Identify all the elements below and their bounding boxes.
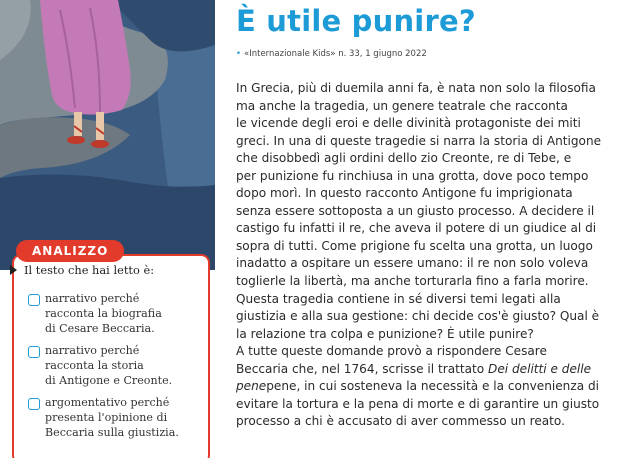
article-body bbox=[236, 80, 636, 431]
body-line-with-italic bbox=[236, 378, 636, 396]
body-line: castigo fu infatti il re, che aveva il potere di un giudice al di bbox=[236, 221, 597, 236]
body-line: giustizia e alla sua gestione: chi decide cos'è giusto? Qual è bbox=[236, 309, 600, 324]
body-line-text: pene, in cui sosteneva la necessità e la convenienza di bbox=[266, 379, 599, 394]
option-line: di Antigone e Creonte. bbox=[45, 373, 173, 387]
source-bullet-icon: • bbox=[236, 49, 242, 59]
body-line-text: Beccaria che, nel 1764, scrisse il trattato bbox=[236, 361, 485, 376]
body-line: processo a chi è accusato di aver commesso un reato. bbox=[236, 414, 565, 429]
option-1-checkbox[interactable] bbox=[28, 294, 40, 306]
question-text: Il testo che hai letto è: bbox=[24, 263, 155, 277]
illustration bbox=[0, 0, 215, 270]
option-line: di Cesare Beccaria. bbox=[45, 321, 155, 335]
option-line: racconta la biografia bbox=[45, 306, 162, 320]
option-line: narrativo perché bbox=[45, 344, 140, 357]
option-3-checkbox[interactable] bbox=[28, 398, 40, 410]
option-2-checkbox[interactable] bbox=[28, 346, 40, 358]
body-line: per punizione fu rinchiusa in una grotta, dove poco tempo bbox=[236, 168, 589, 183]
source-text: «Internazionale Kids» n. 33, 1 giugno 2022 bbox=[244, 49, 427, 59]
article-source bbox=[236, 49, 427, 59]
option-line: argomentativo perché bbox=[45, 396, 170, 409]
body-line: la relazione tra colpa e punizione? È utile punire? bbox=[236, 326, 534, 341]
body-line: inadatto a ospitare un essere umano: il re non solo voleva bbox=[236, 256, 589, 271]
option-line: presenta l'opinione di bbox=[45, 410, 168, 424]
body-line: che disobbedì agli ordini dello zio Creonte, re di Tebe, e bbox=[236, 151, 572, 166]
italic-treatise-title-end: pene bbox=[236, 379, 267, 394]
body-line: sopra di tutti. Come prigione fu scelta una grotta, un luogo bbox=[236, 238, 593, 253]
analizzo-tab: ANALIZZO bbox=[16, 240, 124, 262]
body-line: In Grecia, più di duemila anni fa, è nata non solo la filosofia bbox=[236, 81, 596, 95]
article-title: È utile punire? bbox=[236, 4, 476, 38]
option-2-text bbox=[45, 344, 172, 388]
option-3-text bbox=[45, 396, 179, 440]
body-line: evitare la tortura e la pena di morte e di garantire un giusto bbox=[236, 396, 600, 411]
body-line: greci. In una di queste tragedie si narra la storia di Antigone bbox=[236, 133, 602, 148]
triangle-bullet-icon bbox=[10, 265, 17, 275]
option-line: narrativo perché bbox=[45, 292, 140, 305]
body-line: A tutte queste domande provò a rispondere Cesare bbox=[236, 344, 547, 359]
option-1-text bbox=[45, 292, 162, 336]
italic-treatise-title: Dei delitti e delle bbox=[488, 361, 592, 376]
body-line: ma anche la tragedia, un genere teatrale che racconta bbox=[236, 98, 568, 113]
body-line: dopo morì. In questo racconto Antigone fu imprigionata bbox=[236, 186, 573, 201]
body-line: senza essere sottoposta a un giusto processo. A decidere il bbox=[236, 203, 595, 218]
analizzo-question bbox=[8, 263, 154, 277]
body-line-with-italic bbox=[236, 361, 636, 379]
option-line: Beccaria sulla giustizia. bbox=[45, 425, 179, 439]
body-line: Questa tragedia contiene in sé diversi temi legati alla bbox=[236, 291, 561, 306]
option-line: racconta la storia bbox=[45, 358, 144, 372]
body-line: toglierle la libertà, ma anche torturarla fino a farla morire. bbox=[236, 274, 589, 289]
illustration-art bbox=[0, 0, 215, 270]
body-line: le vicende degli eroi e delle divinità protagoniste dei miti bbox=[236, 116, 581, 131]
